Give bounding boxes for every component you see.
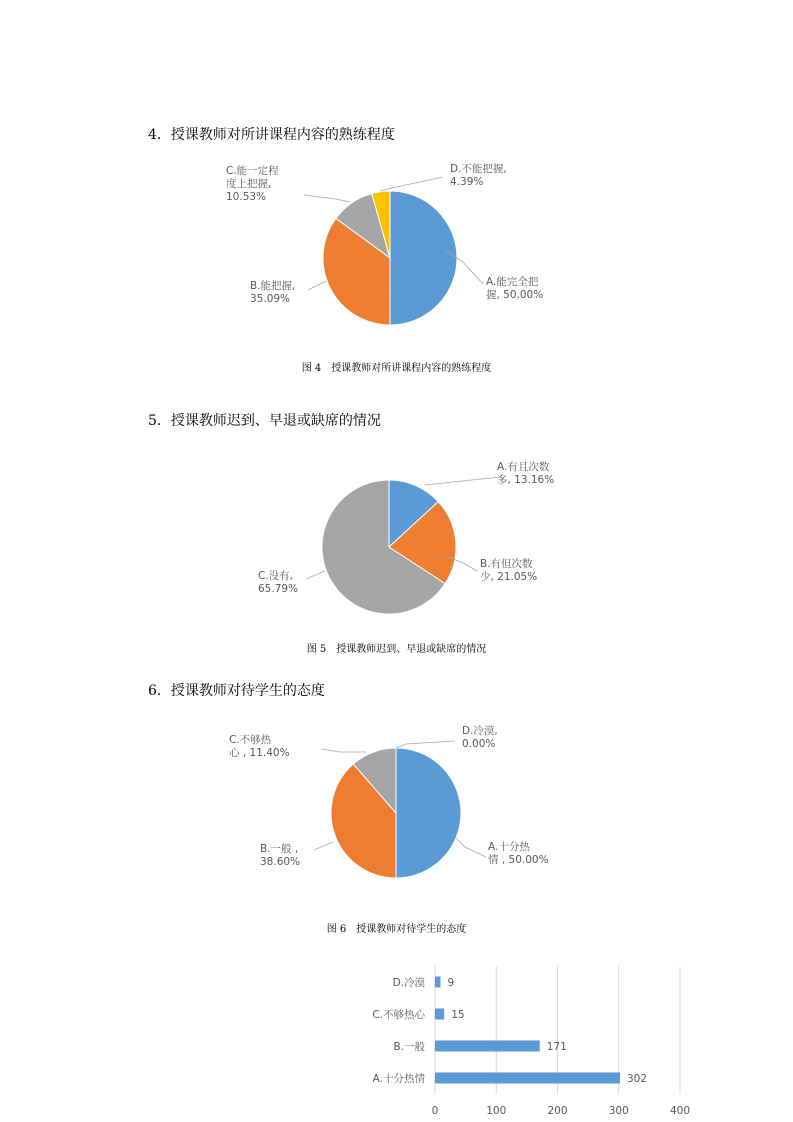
bar-x-tick-label: 100 (486, 1105, 507, 1117)
pie-attitude-label-2: C.不够热心 , 11.40% (229, 734, 290, 759)
bar-value-label: 302 (626, 1073, 648, 1085)
bar-0 (435, 977, 441, 988)
bar-category-label: A.十分热情 (372, 1073, 425, 1085)
bar-x-tick-label: 0 (431, 1105, 439, 1117)
bar-x-tick-label: 300 (608, 1105, 629, 1117)
figure-5-caption: 图 5 授课教师迟到、早退或缺席的情况 (306, 644, 487, 655)
pie-proficiency-label-3: D.不能把握, 4.39% (450, 163, 507, 188)
pie-attendance-label-0: A.有且次数多, 13.16% (497, 461, 555, 486)
figure-6-caption: 图 6 授课教师对待学生的态度 (326, 924, 467, 935)
section-4-heading: 4．授课教师对所讲课程内容的熟练程度 (148, 127, 395, 143)
pie-proficiency-label-0: A.能完全把握, 50.00% (486, 276, 544, 301)
bar-category-label: D.冷漠 (392, 977, 425, 989)
bar-value-label: 171 (546, 1041, 567, 1053)
bar-value-label: 15 (451, 1009, 465, 1021)
pie-attitude-label-3: D.冷漠, 0.00% (462, 725, 498, 750)
bar-3 (435, 1073, 620, 1084)
pie-attitude-label-1: B.一般 , 38.60% (260, 843, 301, 868)
bar-1 (435, 1009, 444, 1020)
bar-category-label: B.一般 (393, 1041, 425, 1053)
pie-attendance-label-2: C.没有, 65.79% (258, 570, 299, 595)
bar-x-tick-label: 200 (547, 1105, 568, 1117)
figure-4-caption: 图 4 授课教师对所讲课程内容的熟练程度 (301, 363, 492, 374)
pie-attitude-label-0: A.十分热情 , 50.00% (488, 841, 549, 866)
section-6-heading: 6．授课教师对待学生的态度 (148, 683, 325, 699)
bar-value-label: 9 (447, 977, 455, 989)
bar-x-tick-label: 400 (669, 1105, 691, 1117)
bar-category-label: C.不够热心 (372, 1009, 425, 1021)
pie-proficiency-label-2: C.能一定程度上把握, 10.53% (226, 165, 279, 203)
pie-attendance-label-1: B.有但次数少, 21.05% (480, 558, 538, 583)
bar-2 (435, 1041, 540, 1052)
pie-proficiency-label-1: B.能把握, 35.09% (250, 280, 296, 305)
section-5-heading: 5．授课教师迟到、早退或缺席的情况 (148, 413, 381, 429)
